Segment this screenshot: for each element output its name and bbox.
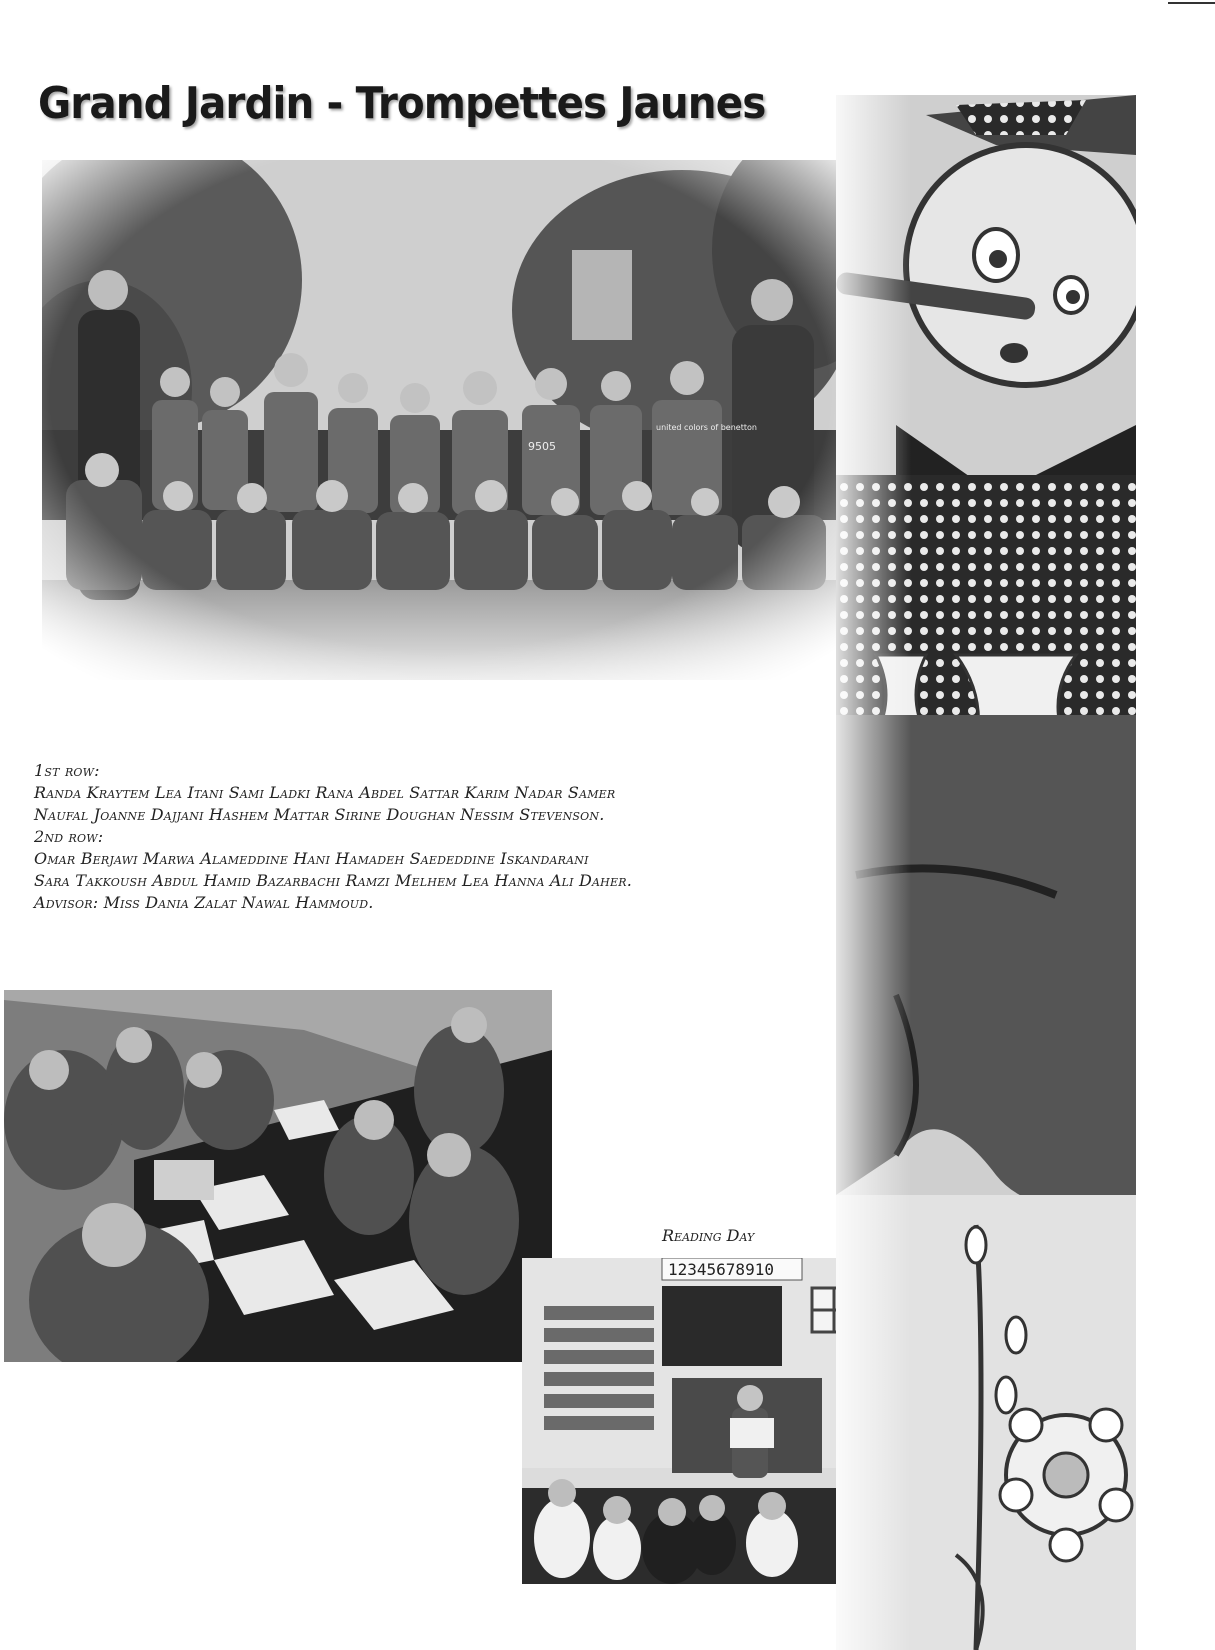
caption-line: Sara Takkoush Abdul Hamid Bazarbachi Ramzi Melhem Lea Hanna Ali Daher. [34,871,632,890]
clown-illustration [836,95,1136,1650]
art-class-photo [4,990,552,1362]
class-photo-caption [34,760,794,914]
caption-line: Naufal Joanne Dajjani Hashem Mattar Sirine Doughan Nessim Stevenson. [34,805,605,824]
caption-advisor-line: Advisor: Miss Dania Zalat Nawal Hammoud. [34,893,374,912]
reading-day-caption: Reading Day [662,1226,755,1245]
caption-row-heading: 1st row: [34,761,100,780]
caption-line: Omar Berjawi Marwa Alameddine Hani Hamadeh Saededdine Iskandarani [34,849,589,868]
page-title: Grand Jardin - Trompettes Jaunes [38,78,766,129]
page-edge-rule [1168,2,1215,4]
class-group-photo [42,160,838,680]
caption-row-heading: 2nd row: [34,827,104,846]
caption-line: Randa Kraytem Lea Itani Sami Ladki Rana Abdel Sattar Karim Nadar Samer [34,783,616,802]
number-strip: 12345678910 [668,1260,774,1279]
